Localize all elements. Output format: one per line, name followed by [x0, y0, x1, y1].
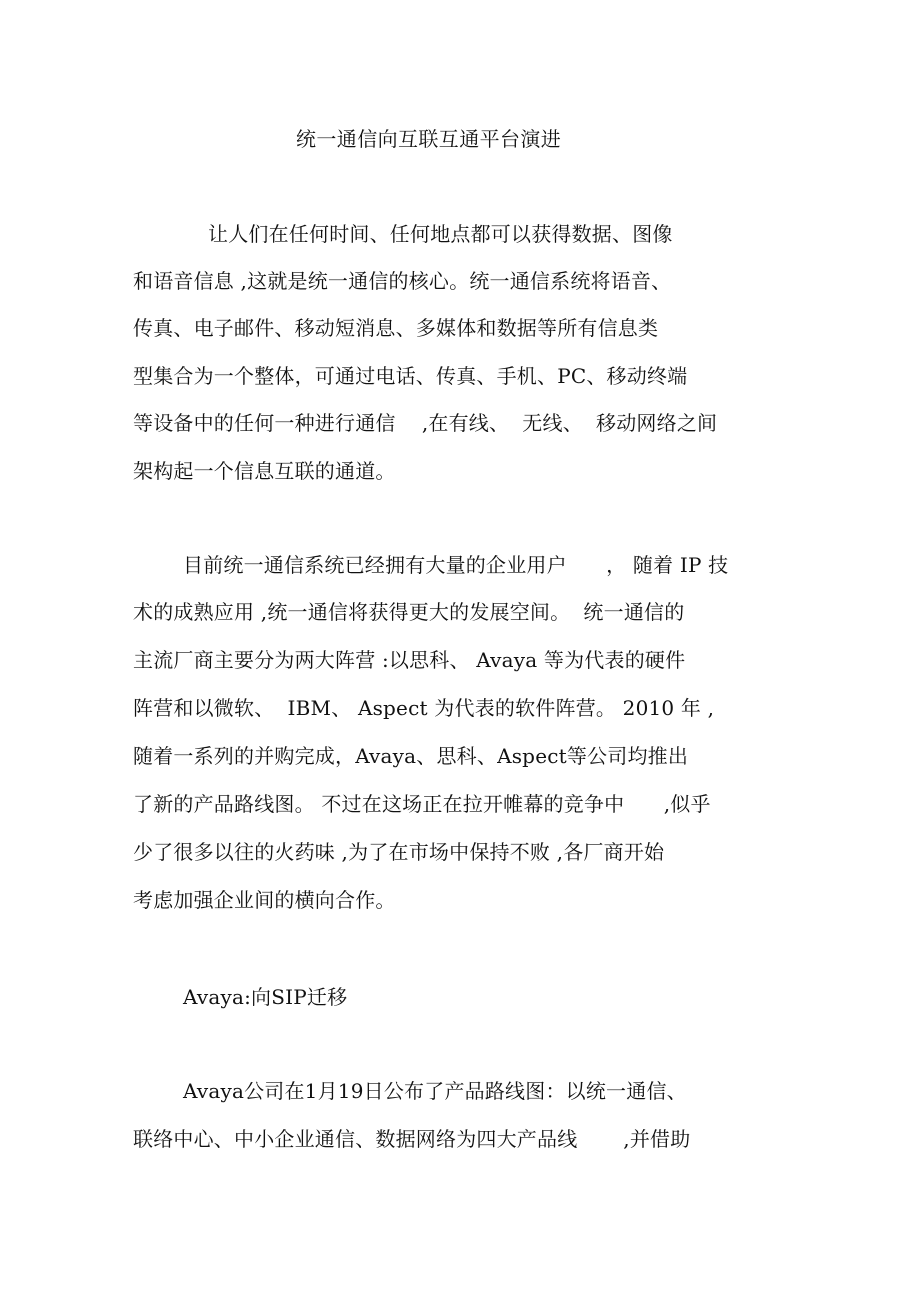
section-heading: Avaya:向SIP迁移 — [183, 985, 348, 1009]
paragraph-2-line-2: 术的成熟应用 ,统一通信将获得更大的发展空间。 统一通信的 — [133, 600, 685, 624]
paragraph-3-line-2: 联络中心、中小企业通信、数据网络为四大产品线 ,并借助 — [133, 1127, 691, 1151]
paragraph-3-line-1: Avaya公司在1月19日公布了产品路线图：以统一通信、 — [183, 1079, 687, 1103]
paragraph-1-line-5: 等设备中的任何一种进行通信 ,在有线、 无线、 移动网络之间 — [133, 411, 718, 435]
paragraph-2-line-4: 阵营和以微软、 IBM、 Aspect 为代表的软件阵营。 2010 年 , — [133, 696, 715, 720]
paragraph-1-line-3: 传真、电子邮件、移动短消息、多媒体和数据等所有信息类 — [133, 316, 659, 340]
paragraph-2-line-6: 了新的产品路线图。 不过在这场正在拉开帷幕的竞争中 ,似乎 — [133, 792, 711, 816]
paragraph-1-line-4: 型集合为一个整体，可通过电话、传真、手机、PC、移动终端 — [133, 364, 688, 388]
paragraph-2-line-8: 考虑加强企业间的横向合作。 — [133, 888, 396, 912]
paragraph-1-line-6: 架构起一个信息互联的通道。 — [133, 459, 396, 483]
paragraph-2-line-7: 少了很多以往的火药味 ,为了在市场中保持不败 ,各厂商开始 — [133, 840, 665, 864]
paragraph-2-line-5: 随着一系列的并购完成，Avaya、思科、Aspect等公司均推出 — [133, 744, 689, 768]
document-title: 统一通信向互联互通平台演进 — [296, 127, 562, 151]
paragraph-2-line-3: 主流厂商主要分为两大阵营 :以思科、 Avaya 等为代表的硬件 — [133, 648, 686, 672]
paragraph-1-line-2: 和语音信息 ,这就是统一通信的核心。统一通信系统将语音、 — [133, 269, 672, 293]
paragraph-1-line-1: 让人们在任何时间、任何地点都可以获得数据、图像 — [208, 222, 673, 246]
paragraph-2-line-1: 目前统一通信系统已经拥有大量的企业用户 ， 随着 IP 技 — [183, 553, 729, 577]
